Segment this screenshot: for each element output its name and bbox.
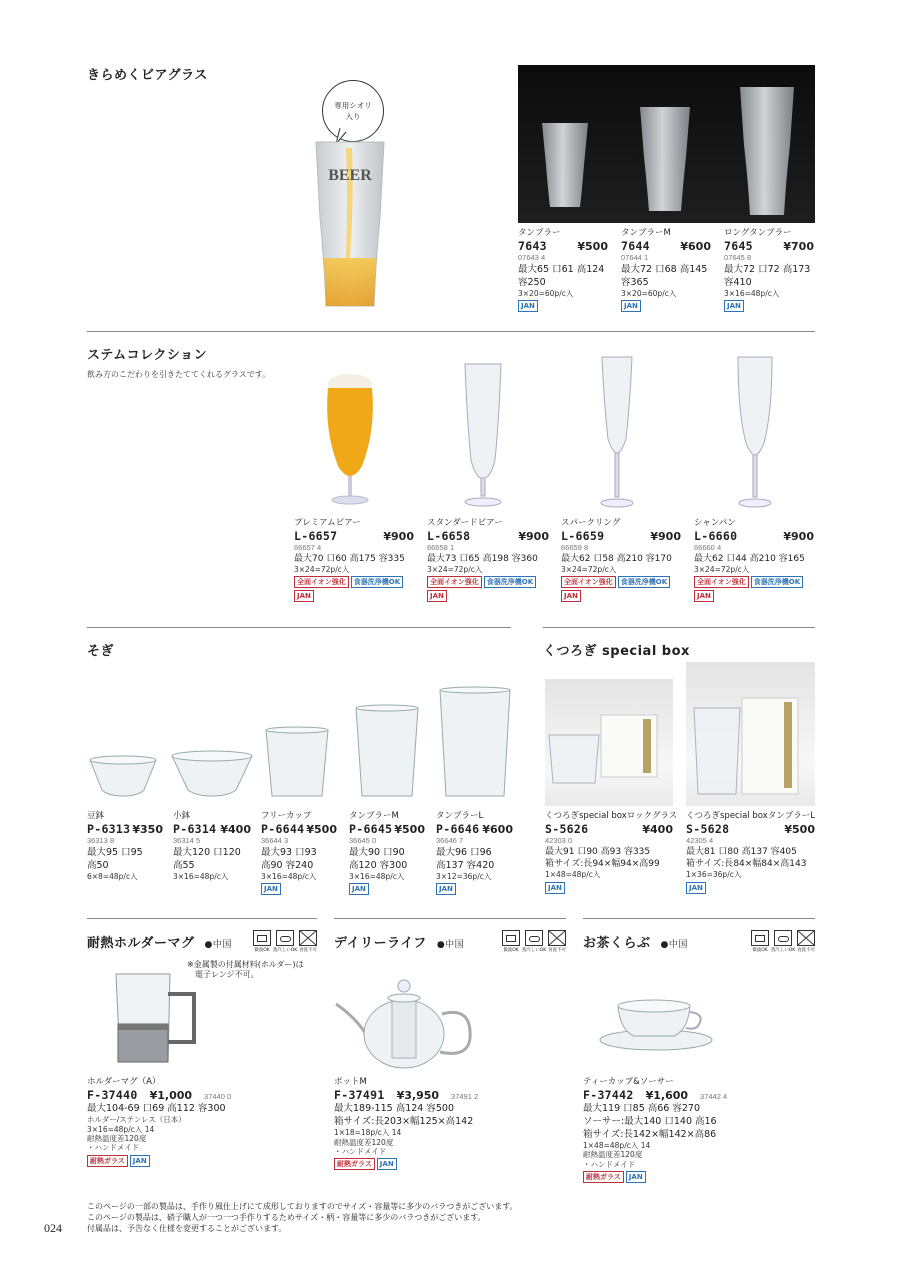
product-price: ¥900	[783, 529, 814, 543]
dimensions-2: 高50	[87, 859, 109, 871]
product-name: ティーカップ&ソーサー	[583, 1077, 674, 1087]
product-S5626	[545, 811, 678, 894]
footer-notes	[87, 1201, 518, 1235]
daily-title: デイリーライフ	[334, 936, 427, 951]
box-size: 箱サイズ:長142×幅142×高86	[583, 1129, 717, 1141]
jan-number: 37442 4	[700, 1091, 728, 1101]
note-2: 3×16=48p/c入 14	[87, 1124, 155, 1134]
no-dishwasher-icon	[796, 930, 816, 953]
ion-badge: 全面イオン強化	[427, 576, 482, 588]
product-L6660	[694, 518, 814, 602]
product-code: 7644	[621, 238, 650, 253]
note-3: ・ハンドメイド	[583, 1159, 636, 1169]
icon-caption: 食洗不可	[797, 948, 815, 953]
section-title-mug	[87, 932, 232, 951]
jan-badge: JAN	[545, 882, 565, 894]
divider	[87, 918, 317, 919]
dimensions: 最大189-115 高124 容500	[334, 1103, 454, 1115]
jan-number: 36314 5	[173, 836, 201, 846]
note-1: 1×48=48p/c入 14	[583, 1141, 651, 1150]
microwave-icon	[252, 930, 272, 953]
product-F37442	[583, 1077, 763, 1183]
pack-info: 3×20=60p/c入	[621, 288, 677, 298]
dishwasher-badge: 食器洗浄機OK	[618, 576, 670, 588]
origin-label: ●中国	[204, 940, 232, 950]
product-name: 豆鉢	[87, 811, 105, 821]
tumbler-7643-glass	[542, 123, 588, 207]
teapot-image	[332, 976, 478, 1072]
product-name: くつろぎspecial boxタンブラーL	[686, 811, 815, 821]
jan-number: 42303 0	[545, 836, 573, 846]
capacity: 容250	[518, 276, 546, 288]
product-price: ¥600	[680, 239, 711, 253]
product-name: 小鉢	[173, 811, 191, 821]
dimensions: 最大73 口65 高198 容360	[427, 553, 538, 564]
steam-icon	[770, 930, 796, 953]
product-code: P-6645	[349, 821, 393, 836]
jan-badge: JAN	[261, 883, 281, 895]
teacup-saucer-image	[598, 990, 714, 1054]
product-code: L-6660	[694, 528, 738, 543]
product-S5628	[686, 811, 815, 894]
jan-number: 37440 0	[204, 1091, 232, 1101]
tumbler-7644-glass	[640, 107, 690, 211]
champagne-glass-image	[730, 353, 780, 513]
pack-info: 3×16=48p/c入	[724, 288, 780, 298]
ion-badge: 全面イオン強化	[694, 576, 749, 588]
jan-badge: JAN	[626, 1171, 646, 1183]
section-title-kutsurogi: くつろぎ special box	[543, 644, 690, 659]
free-cup-image	[262, 726, 332, 802]
mame-bowl-image	[88, 754, 158, 800]
pack-info: 3×24=72p/c入	[427, 565, 483, 574]
product-7644	[621, 228, 711, 312]
dimensions: 最大72 口68 高145	[621, 263, 708, 275]
product-F37491	[334, 1077, 484, 1170]
jan-badge: JAN	[561, 590, 581, 602]
icon-caption: 蒸汽しいOK	[521, 948, 547, 953]
product-price: ¥900	[383, 529, 414, 543]
note-1: 1×18=18p/c入 14	[334, 1128, 402, 1138]
product-code: 7643	[518, 238, 547, 253]
steam-icon	[272, 930, 298, 953]
capacity: 容410	[724, 276, 752, 288]
dimensions: 最大70 口60 高175 容335	[294, 553, 405, 564]
heat-glass-badge: 耐熱ガラス	[87, 1155, 128, 1167]
section-title-ocha	[583, 932, 688, 951]
origin-label: ●中国	[660, 940, 688, 950]
product-name: くつろぎspecial boxロックグラス	[545, 811, 678, 821]
capacity: 容365	[621, 276, 649, 288]
divider	[334, 918, 566, 919]
product-price: ¥3,950	[396, 1088, 440, 1102]
product-code: L-6658	[427, 528, 471, 543]
jan-badge: JAN	[694, 590, 714, 602]
jan-number: 36313 8	[87, 836, 115, 846]
jan-number: 42305 4	[686, 836, 714, 846]
product-P6645	[349, 811, 425, 895]
pack-info: 3×24=72p/c入	[561, 565, 617, 574]
dimensions: 最大119 口85 高66 容270	[583, 1103, 701, 1115]
dimensions: 最大62 口44 高210 容165	[694, 553, 805, 564]
product-price: ¥900	[650, 529, 681, 543]
jan-number: 07644 1	[621, 253, 649, 263]
product-price: ¥600	[482, 822, 513, 836]
product-price: ¥1,000	[149, 1088, 193, 1102]
product-code: L-6659	[561, 528, 605, 543]
bottle-text: BEER	[328, 167, 372, 184]
jan-number: 36645 0	[349, 836, 377, 846]
icon-caption: 食洗不可	[299, 948, 317, 953]
box-size: 箱サイズ:長94×幅94×高99	[545, 859, 660, 869]
product-code: F-37442	[583, 1087, 634, 1102]
rock-glass-box-photo	[545, 679, 673, 806]
note-2: 耐熱温度差120度	[334, 1137, 394, 1147]
product-P6644	[261, 811, 337, 895]
mug-title: 耐熱ホルダーマグ	[87, 936, 195, 951]
pack-info: 3×16=48p/c入	[261, 871, 317, 881]
usage-icons	[750, 930, 816, 953]
bubble-line-1: 専用シオリ	[334, 100, 372, 110]
heat-glass-badge: 耐熱ガラス	[334, 1158, 375, 1170]
tumblers-photo	[518, 65, 815, 223]
product-P6646	[436, 811, 513, 895]
product-P6314	[173, 811, 251, 881]
icon-caption: 微波OK	[254, 948, 270, 953]
product-name: タンブラーM	[349, 811, 399, 821]
ion-badge: 全面イオン強化	[561, 576, 616, 588]
pack-info: 1×36=36p/c入	[686, 870, 742, 880]
kobachi-bowl-image	[170, 750, 254, 800]
product-price: ¥350	[132, 822, 163, 836]
product-name: ポットM	[334, 1077, 367, 1087]
dishwasher-badge: 食器洗浄機OK	[351, 576, 403, 588]
note-2: 耐熱温度差120度	[583, 1150, 643, 1160]
warning-line-2: 電子レンジ不可。	[195, 970, 259, 980]
box-size: 箱サイズ:長203×幅125×高142	[334, 1116, 474, 1128]
product-name: ホルダーマグ（A）	[87, 1077, 161, 1087]
icon-caption: 微波OK	[503, 948, 519, 953]
section-title-beer: きらめくビアグラス	[87, 68, 208, 83]
jan-number: 66660 4	[694, 543, 722, 553]
product-code: S-5628	[686, 821, 730, 836]
product-price: ¥500	[306, 822, 337, 836]
product-price: ¥500	[577, 239, 608, 253]
dishwasher-badge: 食器洗浄機OK	[751, 576, 803, 588]
product-name: タンブラーL	[436, 811, 484, 821]
section-desc-stem: 飲み方のこだわりを引きたててくれるグラスです。	[87, 370, 271, 379]
jan-number: 37491 2	[451, 1091, 479, 1101]
holder-mug-image	[110, 968, 206, 1070]
bubble-line-2: 入り	[345, 112, 361, 121]
dimensions: 最大104-69 口69 高112 容300	[87, 1103, 226, 1115]
section-title-daily	[334, 932, 464, 951]
ion-badge: 全面イオン強化	[294, 576, 349, 588]
product-price: ¥900	[518, 529, 549, 543]
product-code: P-6314	[173, 821, 217, 836]
jan-badge: JAN	[294, 590, 314, 602]
pack-info: 3×16=48p/c入	[173, 871, 229, 881]
icon-caption: 蒸汽しいOK	[770, 948, 796, 953]
section-title-stem: ステムコレクション	[87, 348, 208, 363]
pack-info: 3×24=72p/c入	[694, 565, 750, 574]
product-name: スパークリング	[561, 518, 621, 528]
jan-number: 36646 7	[436, 836, 464, 846]
product-7645	[724, 228, 814, 312]
footer-note-3: 付属品は、予告なく仕様を変更することがございます。	[87, 1224, 287, 1234]
jan-badge: JAN	[130, 1155, 150, 1167]
jan-badge: JAN	[621, 300, 641, 312]
divider	[87, 627, 511, 628]
product-code: L-6657	[294, 528, 338, 543]
dimensions-2: 高55	[173, 859, 195, 871]
product-F37440	[87, 1077, 232, 1167]
usage-icons	[252, 930, 318, 953]
origin-label: ●中国	[436, 940, 465, 950]
jan-number: 07645 8	[724, 253, 752, 263]
tumbler-box-photo	[686, 662, 815, 806]
product-L6659	[561, 518, 681, 602]
product-name: シャンパン	[694, 518, 736, 528]
jan-number: 66659 8	[561, 543, 589, 553]
no-dishwasher-icon	[547, 930, 567, 953]
footer-note-1: このページの一部の製品は、手作り風仕上げにて成形しておりますのでサイズ・容量等に多少のバラつきがございます。	[87, 1202, 518, 1211]
product-price: ¥700	[783, 239, 814, 253]
product-L6658	[427, 518, 549, 602]
dimensions: 最大96 口96	[436, 846, 492, 858]
heat-glass-badge: 耐熱ガラス	[583, 1171, 624, 1183]
product-price: ¥500	[784, 822, 815, 836]
divider	[543, 627, 815, 628]
icon-caption: 蒸汽しいOK	[272, 948, 298, 953]
icon-caption: 食洗不可	[548, 948, 566, 953]
product-name: スタンダードビアー	[427, 518, 503, 528]
ocha-title: お茶くらぶ	[583, 936, 651, 951]
product-P6313	[87, 811, 163, 881]
sparkling-glass-image	[592, 353, 642, 513]
jan-badge: JAN	[427, 590, 447, 602]
dimensions-2: 高120 容300	[349, 859, 408, 871]
jan-badge: JAN	[349, 883, 369, 895]
pack-info: 1×48=48p/c入	[545, 870, 601, 880]
product-price: ¥400	[220, 822, 251, 836]
jan-number: 07643 4	[518, 253, 546, 263]
page-number: 024	[44, 1221, 62, 1235]
warning-line-1: ※金属製の付属材料(ホルダー)は	[187, 960, 304, 969]
sogi-tumbler-m-image	[352, 704, 422, 802]
product-name: タンブラー	[518, 228, 561, 238]
product-code: P-6646	[436, 821, 480, 836]
steam-icon	[521, 930, 547, 953]
dimensions: 最大90 口90	[349, 846, 405, 858]
pack-info: 3×16=48p/c入	[349, 871, 405, 881]
product-price: ¥1,600	[645, 1088, 689, 1102]
jan-badge: JAN	[724, 300, 744, 312]
tumbler-7645-glass	[740, 87, 794, 215]
product-code: P-6313	[87, 821, 131, 836]
jan-badge: JAN	[436, 883, 456, 895]
note-1: ホルダー/ステンレス（日本）	[87, 1115, 186, 1125]
product-price: ¥500	[394, 822, 425, 836]
box-size: 箱サイズ:長84×幅84×高143	[686, 859, 807, 869]
dimensions: 最大120 口120	[173, 846, 241, 858]
jan-number: 36644 3	[261, 836, 289, 846]
product-name: タンブラーM	[621, 228, 671, 238]
note-3: 耐熱温度差120度	[87, 1134, 147, 1143]
note-4: ・ハンドメイド	[87, 1143, 140, 1153]
jan-badge: JAN	[518, 300, 538, 312]
dimensions: 最大93 口93	[261, 846, 317, 858]
product-name: プレミアムビアー	[294, 518, 361, 528]
product-code: 7645	[724, 238, 753, 253]
saucer-size: ソーサー:最大140 口140 高16	[583, 1116, 717, 1128]
jan-badge: JAN	[686, 882, 706, 894]
product-name: ロングタンブラー	[724, 228, 792, 238]
microwave-icon	[501, 930, 521, 953]
dimensions: 最大65 口61 高124	[518, 263, 605, 275]
divider	[583, 918, 815, 919]
usage-icons	[501, 930, 567, 953]
product-code: F-37491	[334, 1087, 385, 1102]
sogi-tumbler-l-image	[436, 686, 514, 802]
pack-info: 3×12=36p/c入	[436, 871, 492, 881]
divider	[87, 331, 815, 332]
jan-badge: JAN	[377, 1158, 397, 1170]
premium-beer-glass-image	[320, 370, 380, 512]
standard-beer-glass-image	[455, 360, 511, 512]
product-code: F-37440	[87, 1087, 138, 1102]
dimensions-2: 高137 容420	[436, 859, 495, 871]
product-name: フリーカップ	[261, 811, 312, 821]
pack-info: 3×24=72p/c入	[294, 565, 350, 574]
footer-note-2: このページの製品は、硝子職人が一つ一つ手作りするためサイズ・柄・容量等に多少のバラつきがございます。	[87, 1213, 486, 1223]
product-code: P-6644	[261, 821, 305, 836]
jan-number: 66658 1	[427, 543, 455, 553]
product-L6657	[294, 518, 414, 602]
dimensions-2: 高90 容240	[261, 859, 314, 871]
dimensions: 最大81 口80 高137 容405	[686, 846, 797, 857]
dimensions: 最大62 口58 高210 容170	[561, 553, 672, 564]
no-dishwasher-icon	[298, 930, 318, 953]
pack-info: 3×20=60p/c入	[518, 288, 574, 298]
dishwasher-badge: 食器洗浄機OK	[484, 576, 536, 588]
microwave-icon	[750, 930, 770, 953]
product-code: S-5626	[545, 821, 589, 836]
product-7643	[518, 228, 608, 312]
section-title-sogi: そぎ	[87, 644, 115, 659]
dimensions: 最大91 口90 高93 容335	[545, 846, 651, 857]
dimensions: 最大95 口95	[87, 846, 143, 858]
dimensions: 最大72 口72 高173	[724, 263, 811, 275]
product-price: ¥400	[642, 822, 673, 836]
hero-beer-glass-image	[310, 138, 390, 314]
icon-caption: 微波OK	[752, 948, 768, 953]
note-3: ・ハンドメイド	[334, 1146, 387, 1156]
jan-number: 66657 4	[294, 543, 322, 553]
pack-info: 6×8=48p/c入	[87, 871, 138, 881]
